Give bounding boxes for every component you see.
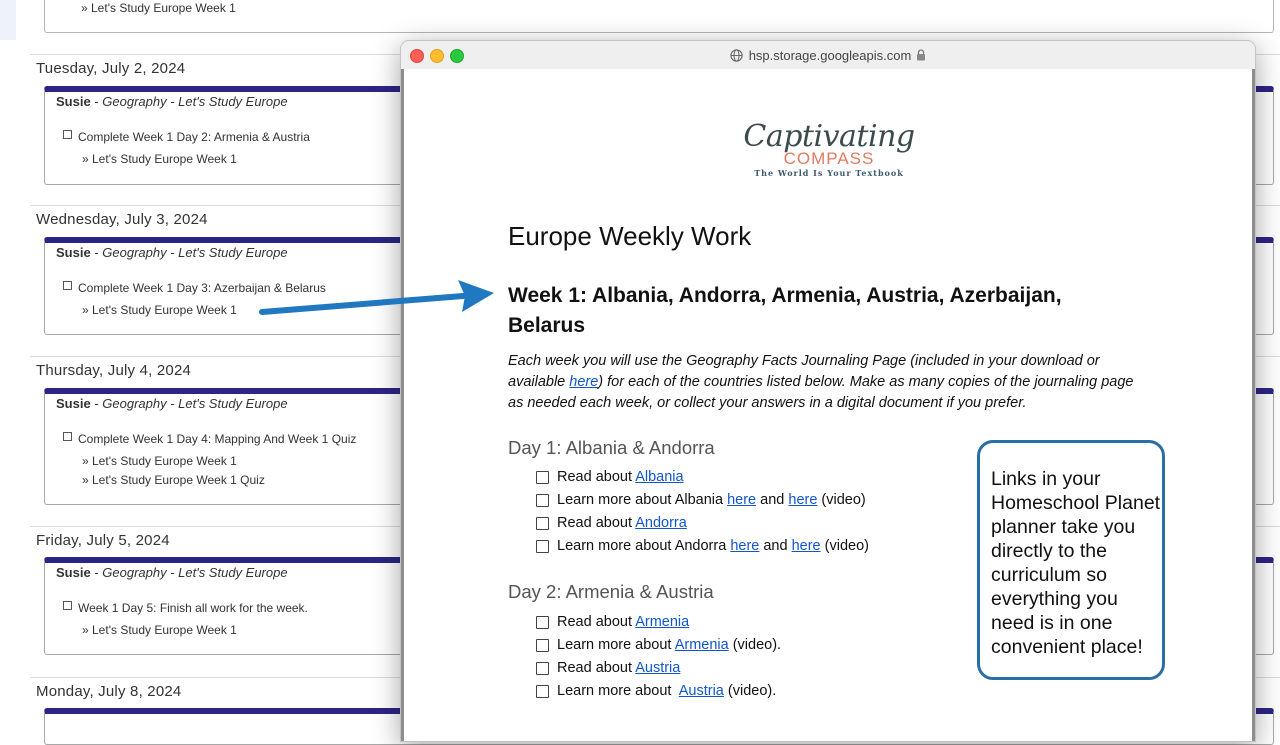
checklist-checkbox[interactable]: [536, 471, 549, 484]
item-text: Read about: [557, 614, 636, 630]
resource-link[interactable]: » Let's Study Europe Week 1: [82, 623, 237, 637]
day-heading: Friday, July 5, 2024: [36, 532, 170, 549]
intro-text: Each week you will use the Geography Facts Journaling Page (included in your download or available: [508, 353, 1100, 390]
task-item[interactable]: [63, 130, 310, 144]
student-name: Susie: [56, 245, 91, 260]
task-checkbox[interactable]: [63, 432, 72, 441]
day-heading: Tuesday, July 2, 2024: [36, 60, 186, 77]
day-heading: Thursday, July 4, 2024: [36, 362, 192, 379]
item-link[interactable]: Austria: [635, 660, 681, 676]
logo-script-text: Captivating: [743, 119, 915, 154]
logo-compass-text: COMPASS: [783, 149, 875, 168]
captivating-compass-logo: [739, 121, 919, 191]
card-title: Susie - Geography - Let's Study Europe: [56, 94, 288, 109]
intro-paragraph: [508, 351, 1148, 414]
item-text: Read about: [557, 469, 636, 485]
task-item[interactable]: [63, 432, 356, 446]
lock-icon: [916, 49, 926, 64]
item-video-link[interactable]: here: [788, 492, 818, 508]
item-text: Read about: [557, 660, 636, 676]
callout-box: [977, 440, 1165, 680]
task-text: Complete Week 1 Day 2: Armenia & Austria: [78, 130, 310, 144]
item-link[interactable]: here: [730, 538, 760, 554]
student-name: Susie: [56, 94, 91, 109]
item-link[interactable]: Albania: [635, 469, 684, 485]
item-text: Learn more about Andorra: [557, 538, 731, 554]
student-name: Susie: [56, 565, 91, 580]
subject-name: Geography - Let's Study Europe: [102, 396, 288, 411]
item-link[interactable]: Armenia: [635, 614, 690, 630]
subject-name: Geography - Let's Study Europe: [102, 94, 288, 109]
task-item[interactable]: [63, 601, 308, 615]
task-text: Complete Week 1 Day 4: Mapping And Week 1 Quiz: [78, 432, 357, 446]
item-text: Learn more about Albania: [557, 492, 728, 508]
card-title: Susie - Geography - Let's Study Europe: [56, 396, 288, 411]
item-video-link[interactable]: here: [791, 538, 821, 554]
item-text: Learn more about: [557, 637, 675, 653]
checklist-checkbox[interactable]: [536, 540, 549, 553]
day-2-title: Day 2: Armenia & Austria: [508, 581, 714, 602]
task-text: Complete Week 1 Day 3: Azerbaijan & Belarus: [78, 281, 326, 295]
item-text: Learn more about: [557, 683, 679, 699]
resource-link[interactable]: » Let's Study Europe Week 1 Quiz: [82, 473, 265, 487]
arrow-pointer: [258, 276, 498, 326]
checklist-checkbox[interactable]: [536, 639, 549, 652]
item-text: (video).: [728, 637, 782, 653]
journaling-page-link[interactable]: here: [569, 374, 599, 390]
card-title: Susie - Geography - Let's Study Europe: [56, 565, 288, 580]
checklist-checkbox[interactable]: [536, 662, 549, 675]
task-checkbox[interactable]: [63, 281, 72, 290]
browser-titlebar: [401, 41, 1255, 70]
resource-link[interactable]: » Let's Study Europe Week 1: [81, 1, 236, 15]
document-title: Europe Weekly Work: [508, 221, 752, 251]
callout-text: Links in your Homeschool Planet planner take you directly to the curriculum so everything you need is in one convenient place!: [991, 468, 1161, 658]
item-link[interactable]: Austria: [678, 683, 724, 699]
resource-link[interactable]: » Let's Study Europe Week 1: [82, 454, 237, 468]
item-link[interactable]: here: [727, 492, 757, 508]
card-title: Susie - Geography - Let's Study Europe: [56, 245, 288, 260]
day-heading: Monday, July 8, 2024: [36, 683, 182, 700]
planner-card-previous: [44, 0, 1274, 33]
left-edge-strip: [0, 0, 16, 40]
checklist-checkbox[interactable]: [536, 685, 549, 698]
day-1-title: Day 1: Albania & Andorra: [508, 437, 715, 458]
task-checkbox[interactable]: [63, 601, 72, 610]
url-text: hsp.storage.googleapis.com: [748, 48, 912, 63]
checklist-checkbox[interactable]: [536, 494, 549, 507]
item-link[interactable]: Armenia: [674, 637, 729, 653]
resource-link[interactable]: » Let's Study Europe Week 1: [82, 303, 237, 317]
task-text: Week 1 Day 5: Finish all work for the week.: [78, 601, 308, 615]
subject-name: Geography - Let's Study Europe: [102, 245, 288, 260]
item-link[interactable]: Andorra: [635, 515, 687, 531]
day-heading: Wednesday, July 3, 2024: [36, 211, 208, 228]
item-text: (video): [817, 492, 866, 508]
item-text: Read about: [557, 515, 636, 531]
subject-name: Geography - Let's Study Europe: [102, 565, 288, 580]
item-text: and: [759, 538, 792, 554]
item-text: (video).: [723, 683, 777, 699]
globe-icon: [730, 49, 743, 65]
student-name: Susie: [56, 396, 91, 411]
item-text: and: [756, 492, 789, 508]
logo-tagline: The World Is Your Textbook: [754, 168, 904, 178]
resource-link[interactable]: » Let's Study Europe Week 1: [82, 152, 237, 166]
address-bar[interactable]: [401, 48, 1255, 65]
task-checkbox[interactable]: [63, 130, 72, 139]
item-text: (video): [820, 538, 869, 554]
week-heading: Week 1: Albania, Andorra, Armenia, Austria, Azerbaijan, Belarus: [508, 284, 1062, 337]
checklist-checkbox[interactable]: [536, 616, 549, 629]
checklist-checkbox[interactable]: [536, 517, 549, 530]
intro-text: ) for each of the countries listed below. Make as many copies of the journaling page as needed each week, or collect your answers in a digital document if you prefer.: [508, 374, 1134, 411]
